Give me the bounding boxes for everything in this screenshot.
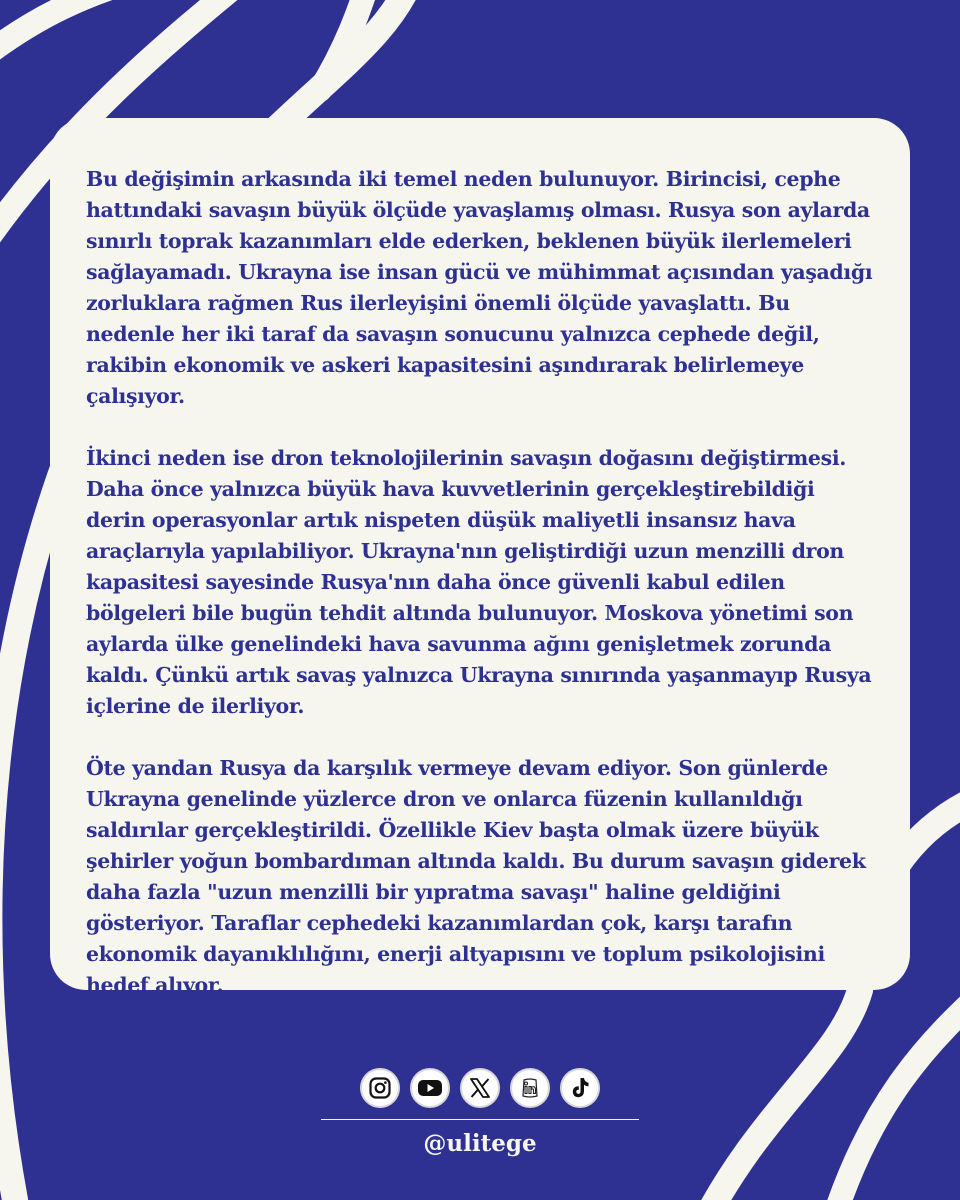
x-icon[interactable]	[460, 1068, 500, 1108]
paragraph-1: Bu değişimin arkasında iki temel neden bulunuyor. Birincisi, cephe hattındaki savaşın büyük ölçüde yavaşlamış olması. Rusya son aylarda sınırlı toprak kazanımları elde ederken, beklenen büyük ilerlemeleri sağlayamadı. Ukrayna ise insan gücü ve mühimmat açısından yaşadığı zorluklara rağmen Rus ilerleyişini önemli ölçüde yavaşlattı. Bu nedenle her iki taraf da savaşın sonucunu yalnızca cephede değil, rakibin ekonomik ve askeri kapasitesini aşındırarak belirlemeye çalışıyor.	[86, 167, 873, 408]
instagram-icon[interactable]	[360, 1068, 400, 1108]
footer-divider	[321, 1119, 639, 1120]
paragraph-3: Öte yandan Rusya da karşılık vermeye devam ediyor. Son günlerde Ukrayna genelinde yüzlerce dron ve onlarca füzenin kullanıldığı saldırılar gerçekleştirildi. Özellikle Kiev başta olmak üzere büyük şehirler yoğun bombardıman altında kaldı. Bu durum savaşın giderek daha fazla "uzun menzilli bir yıpratma savaşı" haline geldiğini gösteriyor. Taraflar cephedeki kazanımlardan çok, karşı tarafın ekonomik dayanıklılığını, enerji altyapısını ve toplum psikolojisini hedef alıyor.	[86, 756, 866, 997]
paragraph-2: İkinci neden ise dron teknolojilerinin savaşın doğasını değiştirmesi. Daha önce yalnızca büyük hava kuvvetlerinin gerçekleştirebildiği derin operasyonlar artık nispeten düşük maliyetli insansız hava araçlarıyla yapılabiliyor. Ukrayna'nın geliştirdiği uzun menzilli dron kapasitesi sayesinde Rusya'nın daha önce güvenli kabul edilen bölgeleri bile bugün tehdit altında bulunuyor. Moskova yönetimi son aylarda ülke genelindeki hava savunma ağını genişletmek zorunda kaldı. Çünkü artık savaş yalnızca Ukrayna sınırında yaşanmayıp Rusya içlerine de ilerliyor.	[86, 446, 872, 718]
wave-top-left-1	[0, 0, 135, 52]
social-handle[interactable]: @ulitege	[423, 1130, 537, 1157]
social-icons	[0, 1068, 960, 1108]
tiktok-icon[interactable]	[560, 1068, 600, 1108]
youtube-icon[interactable]	[410, 1068, 450, 1108]
article-card	[50, 118, 910, 997]
linkedin-icon[interactable]	[510, 1068, 550, 1108]
